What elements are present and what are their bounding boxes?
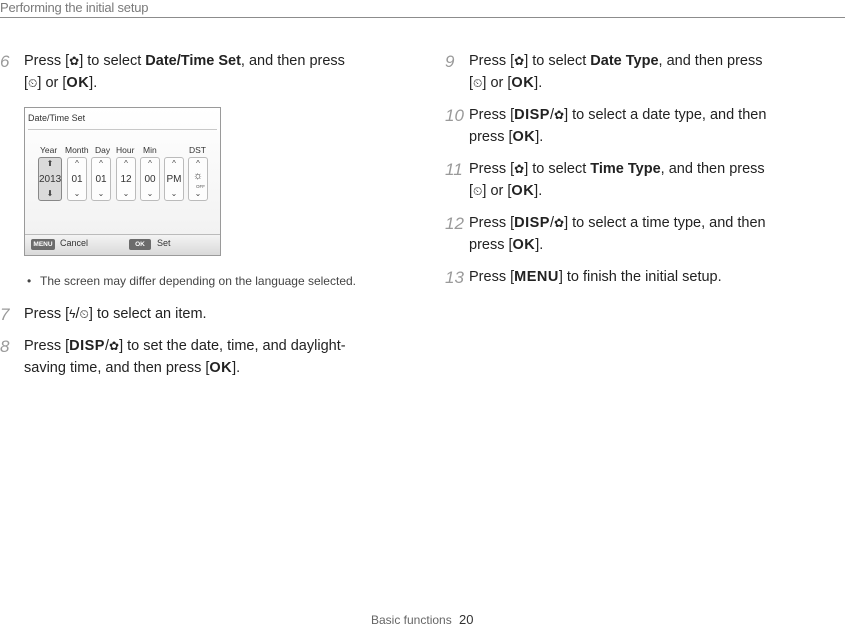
text: ] to select xyxy=(79,53,146,69)
col-month: Month xyxy=(65,145,89,155)
chevron-up-icon[interactable]: ^ xyxy=(196,159,200,168)
step-number: 13 xyxy=(445,268,464,287)
text: ] to select xyxy=(524,161,591,177)
step-text xyxy=(469,213,766,256)
col-dst: DST xyxy=(189,145,206,155)
flash-icon: ϟ xyxy=(69,307,76,321)
header-rule xyxy=(0,17,845,18)
text: ] to select a time type, and then xyxy=(564,215,766,231)
text: [ xyxy=(469,74,474,91)
step-7 xyxy=(0,304,400,326)
min-spinner[interactable] xyxy=(140,157,160,201)
day-value: 01 xyxy=(95,174,107,185)
bullet: • xyxy=(27,274,32,288)
step-number: 12 xyxy=(445,214,464,233)
month-spinner[interactable] xyxy=(67,157,87,201)
screen-title: Date/Time Set xyxy=(28,113,86,123)
ampm-value: PM xyxy=(166,174,182,185)
text: ] to select an item. xyxy=(88,306,207,322)
option-name: Date/Time Set xyxy=(145,53,241,69)
set-label[interactable]: Set xyxy=(157,238,171,248)
timer-icon: ⏲ xyxy=(473,183,483,198)
col-min: Min xyxy=(143,145,157,155)
text: ]. xyxy=(232,359,241,376)
step-text xyxy=(469,105,766,148)
ok-key: OK xyxy=(511,74,535,91)
disp-key: DISP xyxy=(69,338,105,354)
step-number: 6 xyxy=(0,52,10,71)
macro-icon: ✿ xyxy=(554,108,565,122)
cancel-label[interactable]: Cancel xyxy=(60,238,89,248)
text: , and then press xyxy=(660,161,765,177)
col-day: Day xyxy=(95,145,111,155)
text: ] or [ xyxy=(37,74,67,91)
text: ] to select a date type, and then xyxy=(564,107,767,123)
macro-icon: ✿ xyxy=(514,162,525,176)
page-number: 20 xyxy=(459,612,474,627)
text: ]. xyxy=(535,128,544,145)
footer-section: Basic functions xyxy=(371,613,452,627)
note-text: The screen may differ depending on the language selected. xyxy=(40,274,356,288)
ok-key: OK xyxy=(512,236,536,253)
ok-key: OK xyxy=(512,128,536,145)
dst-off-value: OFF xyxy=(196,184,205,189)
page-footer xyxy=(371,612,474,627)
timer-icon: ⏲ xyxy=(28,75,38,90)
year-value: 2013 xyxy=(39,174,62,185)
text: ] or [ xyxy=(482,182,512,199)
text: ]. xyxy=(89,74,98,91)
step-6 xyxy=(0,51,400,95)
chevron-down-icon[interactable]: ⌄ xyxy=(122,189,130,198)
screen-divider xyxy=(28,129,217,130)
text: Press [ xyxy=(469,161,515,177)
year-spinner[interactable] xyxy=(38,157,62,201)
step-number: 11 xyxy=(445,160,463,179)
step-12 xyxy=(445,213,840,257)
col-year: Year xyxy=(40,145,58,155)
step-number: 10 xyxy=(445,106,464,125)
timer-icon: ⏲ xyxy=(473,75,483,90)
macro-icon: ✿ xyxy=(514,54,525,68)
date-time-set-screen xyxy=(24,107,221,256)
col-hour: Hour xyxy=(116,145,135,155)
text: ] to set the date, time, and daylight- xyxy=(119,338,346,354)
text: ]. xyxy=(535,236,544,253)
step-number: 9 xyxy=(445,52,455,71)
text: , and then press xyxy=(658,53,763,69)
ok-key: OK xyxy=(66,74,90,91)
disp-key: DISP xyxy=(514,107,550,123)
step-number: 7 xyxy=(0,305,10,324)
chevron-down-icon[interactable]: ⌄ xyxy=(170,189,178,198)
day-spinner[interactable] xyxy=(91,157,111,201)
step-text xyxy=(469,159,765,202)
step-10 xyxy=(445,105,840,149)
text: ] or [ xyxy=(482,74,512,91)
text: , and then press xyxy=(240,53,345,69)
ok-badge[interactable]: OK xyxy=(129,239,151,250)
text: ] to finish the initial setup. xyxy=(558,269,722,285)
text: / xyxy=(104,338,109,354)
chevron-down-icon[interactable]: ⌄ xyxy=(97,189,105,198)
text: Press [ xyxy=(24,53,70,69)
step-13 xyxy=(445,267,840,289)
text: Press [ xyxy=(469,215,515,231)
text: Press [ xyxy=(469,107,515,123)
text: Press [ xyxy=(24,306,70,322)
arrow-down-icon[interactable]: ⬇ xyxy=(46,189,54,198)
ampm-spinner[interactable] xyxy=(164,157,184,201)
chevron-up-icon[interactable]: ^ xyxy=(172,159,176,168)
timer-icon: ⏲ xyxy=(79,307,89,321)
step-text xyxy=(24,336,346,379)
dst-spinner[interactable] xyxy=(188,157,208,201)
option-name: Date Type xyxy=(590,53,659,69)
text: [ xyxy=(469,182,474,199)
chevron-up-icon[interactable]: ^ xyxy=(124,159,128,168)
text: ]. xyxy=(534,182,543,199)
step-11 xyxy=(445,159,840,203)
text: / xyxy=(549,215,554,231)
text: press [ xyxy=(469,236,513,253)
text: Press [ xyxy=(469,269,515,285)
step-9 xyxy=(445,51,840,95)
disp-key: DISP xyxy=(514,215,550,231)
section-header: Performing the initial setup xyxy=(0,0,149,15)
chevron-up-icon[interactable]: ^ xyxy=(148,159,152,168)
chevron-up-icon[interactable]: ^ xyxy=(99,159,103,168)
chevron-down-icon[interactable]: ⌄ xyxy=(73,189,81,198)
text: ]. xyxy=(534,74,543,91)
step-text xyxy=(24,304,207,326)
menu-badge[interactable]: MENU xyxy=(31,239,55,250)
text: / xyxy=(75,306,80,322)
macro-icon: ✿ xyxy=(69,54,80,68)
screen-button-bar xyxy=(25,234,220,255)
text: saving time, and then press [ xyxy=(24,359,210,376)
arrow-up-icon[interactable]: ⬆ xyxy=(46,159,54,168)
text: Press [ xyxy=(24,338,70,354)
sun-icon: ☼ xyxy=(192,170,204,182)
chevron-down-icon[interactable]: ⌄ xyxy=(194,189,202,198)
macro-icon: ✿ xyxy=(554,216,565,230)
step-text xyxy=(24,51,345,94)
text: [ xyxy=(24,74,29,91)
hour-spinner[interactable] xyxy=(116,157,136,201)
text: Press [ xyxy=(469,53,515,69)
text: / xyxy=(549,107,554,123)
min-value: 00 xyxy=(144,174,156,185)
menu-key: MENU xyxy=(514,269,559,285)
text: press [ xyxy=(469,128,513,145)
ok-key: OK xyxy=(511,182,535,199)
step-text xyxy=(469,267,722,289)
step-text xyxy=(469,51,763,94)
chevron-up-icon[interactable]: ^ xyxy=(75,159,79,168)
step-number: 8 xyxy=(0,337,10,356)
chevron-down-icon[interactable]: ⌄ xyxy=(146,189,154,198)
step-8 xyxy=(0,336,400,380)
month-value: 01 xyxy=(71,174,83,185)
ok-key: OK xyxy=(209,359,233,376)
option-name: Time Type xyxy=(590,161,661,177)
text: ] to select xyxy=(524,53,591,69)
macro-icon: ✿ xyxy=(109,339,120,353)
hour-value: 12 xyxy=(120,174,132,185)
